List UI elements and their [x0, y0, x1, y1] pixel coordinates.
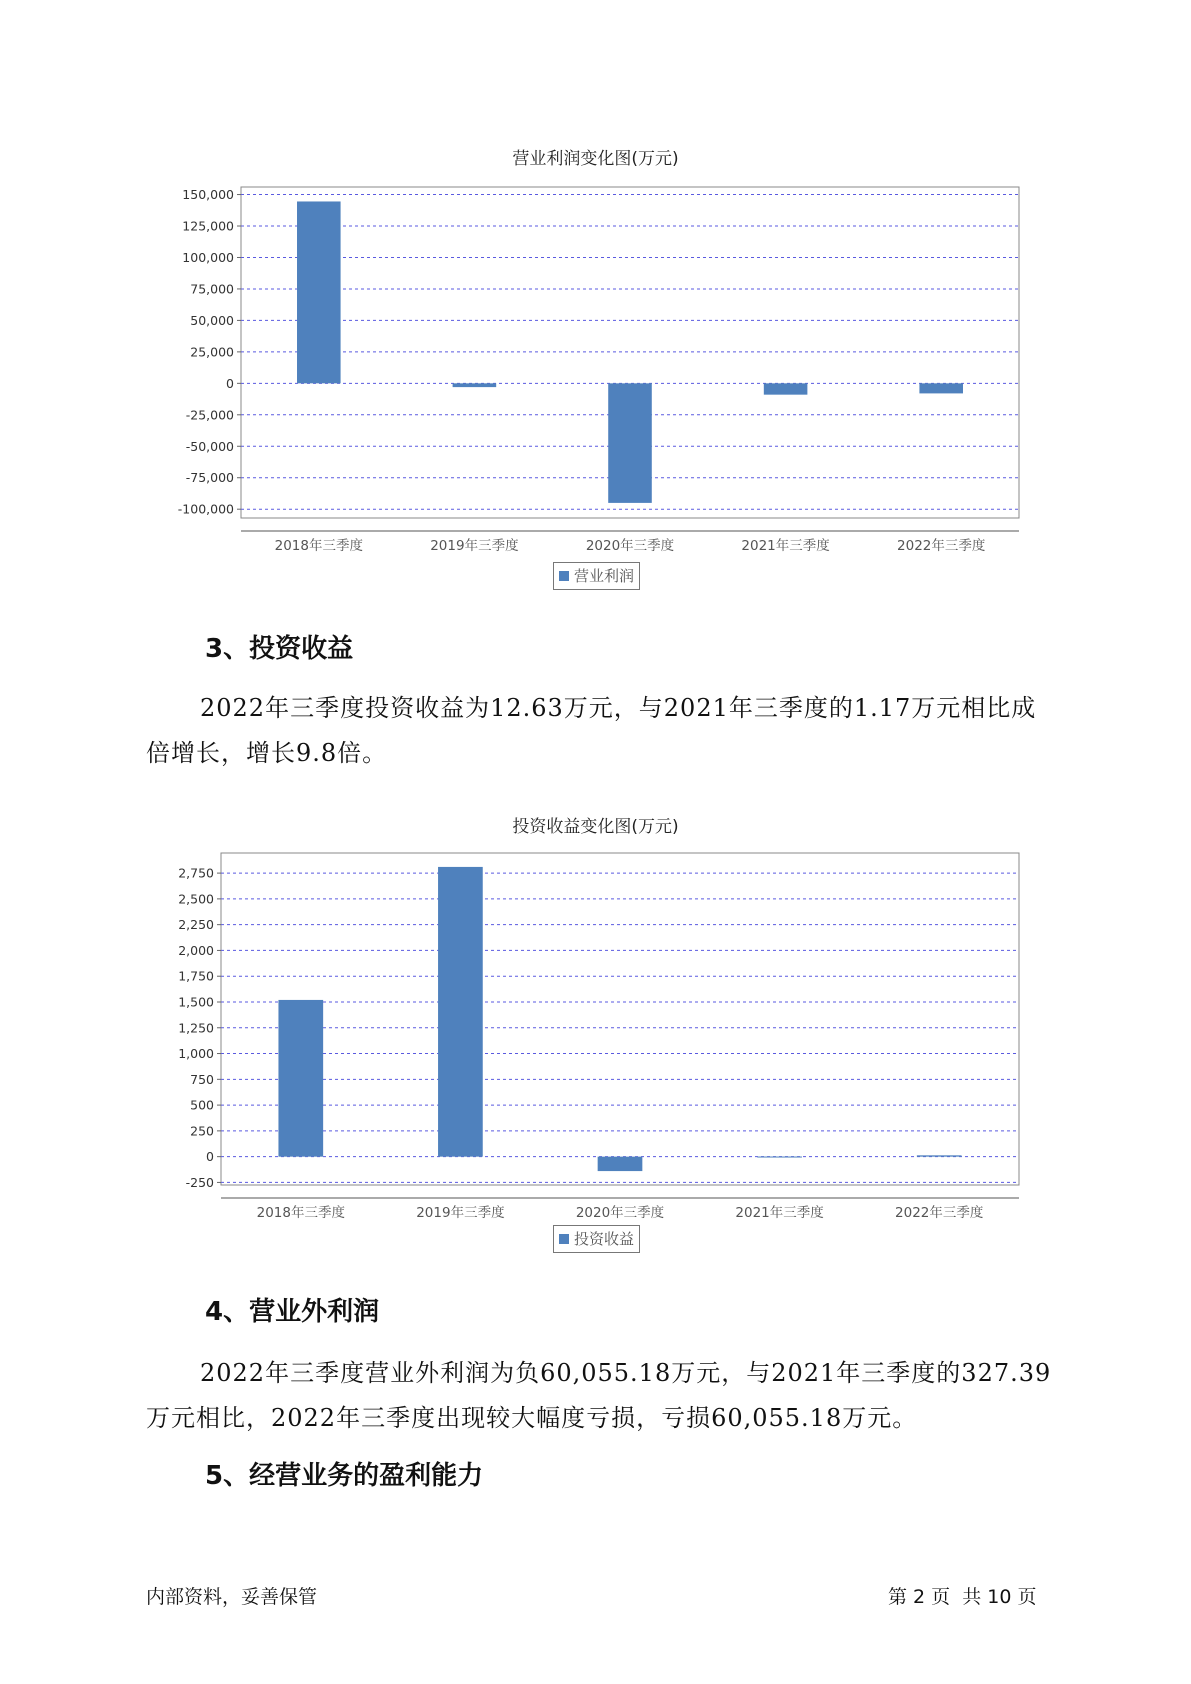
footer-confidential-note: 内部资料，妥善保管	[146, 1586, 318, 1608]
x-tick-label: 2022年三季度	[895, 1205, 984, 1221]
chart2-legend	[553, 1225, 640, 1253]
x-tick-label: 2018年三季度	[256, 1205, 345, 1221]
y-tick-label: -250	[185, 1174, 214, 1190]
y-tick-label: 750	[190, 1071, 214, 1087]
y-tick-label: -75,000	[185, 470, 234, 486]
y-tick-label: 2,750	[178, 865, 214, 881]
section3-heading: 3、投资收益	[205, 634, 354, 664]
bar	[438, 867, 483, 1157]
y-tick-label: 25,000	[190, 344, 234, 360]
y-tick-label: -100,000	[177, 501, 234, 517]
y-tick-label: 150,000	[182, 187, 234, 203]
chart2-legend-label: 投资收益	[574, 1230, 635, 1248]
section3-text: 2022年三季度投资收益为12.63万元，与2021年三季度的1.17万元相比成倍增长，增长9.8倍。	[146, 694, 1037, 767]
bar	[757, 1157, 802, 1158]
x-tick-label: 2021年三季度	[741, 538, 830, 554]
x-tick-label: 2021年三季度	[735, 1205, 824, 1221]
y-tick-label: 0	[206, 1149, 214, 1165]
y-tick-label: 1,250	[178, 1020, 214, 1036]
plot-area	[221, 853, 1019, 1185]
y-tick-label: 500	[190, 1097, 214, 1113]
y-tick-label: -25,000	[185, 407, 234, 423]
section4-heading: 4、营业外利润	[205, 1297, 380, 1327]
y-tick-label: 250	[190, 1123, 214, 1139]
y-tick-label: 1,000	[178, 1046, 214, 1062]
y-tick-label: 125,000	[182, 218, 234, 234]
y-tick-label: 75,000	[190, 281, 234, 297]
bar	[917, 1155, 962, 1156]
x-tick-label: 2019年三季度	[430, 538, 519, 554]
x-tick-label: 2019年三季度	[416, 1205, 505, 1221]
y-tick-label: 0	[226, 375, 234, 391]
y-tick-label: 50,000	[190, 312, 234, 328]
bar	[278, 1000, 323, 1157]
y-tick-label: 2,500	[178, 891, 214, 907]
section5-heading: 5、经营业务的盈利能力	[205, 1461, 484, 1491]
footer-page-number: 第 2 页 共 10 页	[888, 1586, 1037, 1608]
x-tick-label: 2020年三季度	[585, 538, 675, 554]
x-tick-label: 2020年三季度	[575, 1205, 665, 1221]
y-tick-label: 1,750	[178, 968, 214, 984]
bar	[598, 1157, 643, 1171]
legend-swatch	[559, 1234, 569, 1244]
x-tick-label: 2018年三季度	[274, 538, 363, 554]
y-tick-label: 2,250	[178, 917, 214, 933]
y-tick-label: 1,500	[178, 994, 214, 1010]
chart1-legend-label: 营业利润	[574, 567, 635, 585]
x-tick-label: 2022年三季度	[897, 538, 986, 554]
chart2-title: 投资收益变化图(万元)	[512, 817, 679, 837]
section4-paragraph	[146, 1351, 1058, 1441]
y-tick-label: 2,000	[178, 942, 214, 958]
section4-text: 2022年三季度营业外利润为负60,055.18万元，与2021年三季度的327.39万元相比，2022年三季度出现较大幅度亏损，亏损60,055.18万元。	[146, 1359, 1052, 1432]
y-tick-label: -50,000	[185, 438, 234, 454]
y-tick-label: 100,000	[182, 249, 234, 265]
chart1-title: 营业利润变化图(万元)	[512, 149, 679, 169]
